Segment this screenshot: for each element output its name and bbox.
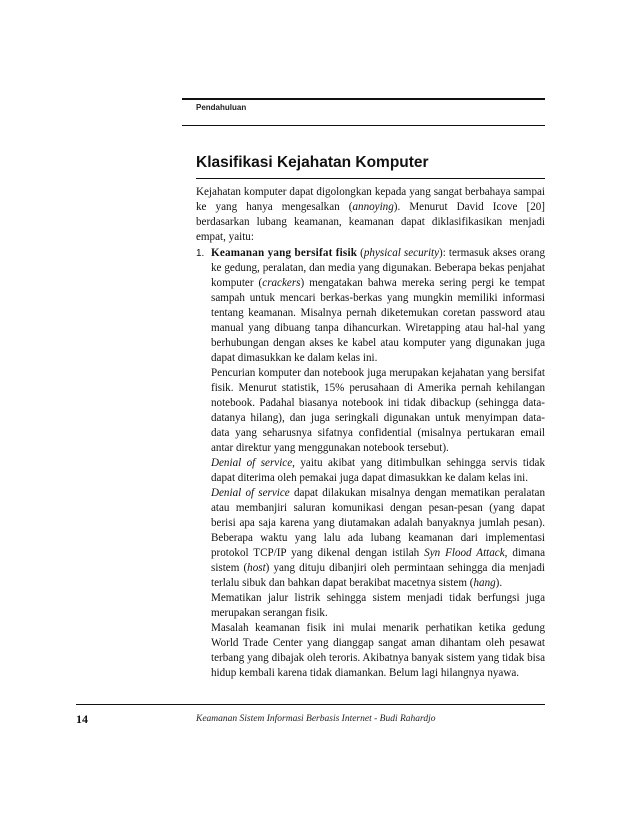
item-paragraph-wtc [211, 621, 545, 681]
italic-term: crackers [262, 277, 301, 289]
text-run: dapat dilakukan misalnya dengan mematikan peralatan atau membanjiri saluran komunikasi dengan pesan-pesan (yang dapat berisi apa saja karena yang diutamakan adalah banyaknya jumlah pesan). Beberapa waktu yang lalu ada lubang keamanan dari implementasi protokol TCP/IP yang dikenal dengan istilah [211, 487, 545, 559]
text-run: ( [357, 247, 364, 259]
italic-term: annoying [352, 201, 394, 213]
text-run: ) mengatakan bahwa mereka sering pergi ke tempat sampah untuk mencari berkas-berkas yang mungkin memiliki informasi tentang keamanan. Misalnya pernah diketemukan coretan password atau manual yang dibuang tanpa dihancurkan. Wiretapping atau hal-hal yang berhubungan dengan akses ke kabel atau komputer yang digunakan juga dapat dimasukkan ke dalam kelas ini. [211, 277, 545, 364]
footer-rule [76, 704, 545, 705]
page-number: 14 [76, 712, 88, 726]
italic-term: hang [473, 577, 496, 589]
text-run: ). Menurut David Icove [20] berdasarkan lubang keamanan, keamanan dapat diklasifikasikan menjadi empat, yaitu: [196, 201, 545, 243]
text-run: Mematikan jalur listrik sehingga sistem menjadi tidak berfungsi juga merupakan serangan fisik. [211, 592, 545, 619]
italic-term: host [247, 562, 266, 574]
text-run: Kejahatan komputer dapat digolongkan kepada yang sangat berbahaya sampai ke yang hanya mengesalkan ( [196, 186, 545, 213]
italic-term: Denial of service [211, 487, 290, 499]
section-title: Klasifikasi Kejahatan Komputer [196, 154, 429, 171]
text-run: Masalah keamanan fisik ini mulai menarik perhatikan ketika gedung World Trade Center yang dianggap sangat aman dihantam oleh pesawat terbang yang dibajak oleh teroris. Akibatnya banyak sistem yang tidak bisa hidup kembali karena tidak diamankan. Belum lagi hilangnya nyawa. [211, 622, 545, 679]
italic-term: Syn Flood Attack [424, 547, 505, 559]
list-item-body [211, 246, 545, 681]
item-paragraph-denial-of-service [211, 456, 545, 486]
item-paragraph-dos-methods [211, 486, 545, 591]
intro-paragraph [196, 185, 545, 245]
item-paragraph-physical-security [211, 246, 545, 366]
text-run: ). [495, 577, 503, 589]
text-run: ): termasuk akses orang ke gedung, peralatan, dan media yang digunakan. Beberapa bekas penjahat komputer ( [211, 247, 545, 289]
top-rule [182, 98, 545, 100]
item-paragraph-power [211, 591, 545, 621]
text-run: , yaitu akibat yang ditimbulkan sehingga servis tidak dapat diterima oleh pemakai juga dapat dimasukkan ke dalam kelas ini. [211, 457, 545, 484]
running-head: Pendahuluan [196, 103, 247, 112]
header-rule [182, 125, 545, 126]
item-paragraph-theft [211, 366, 545, 456]
italic-term: physical security [363, 247, 440, 259]
text-run: Pencurian komputer dan notebook juga merupakan kejahatan yang bersifat fisik. Menurut statistik, 15% perusahaan di Amerika pernah kehilangan notebook. Padahal biasanya notebook ini tidak dibackup (sehingga data-datanya hilang), dan juga seringkali digunakan untuk menyimpan data-data yang seharusnya sifatnya confidential (misalnya pertukaran email antar direktur yang menggunakan notebook tersebut). [211, 367, 545, 454]
italic-term: Denial of service [211, 457, 293, 469]
list-item-number: 1. [196, 248, 205, 259]
bold-term: Keamanan yang bersifat fisik [211, 247, 358, 259]
title-rule [196, 178, 545, 179]
text-run: ) yang dituju dibanjiri oleh permintaan sehingga dia menjadi terlalu sibuk dan bahkan dapat berakibat macetnya sistem ( [211, 562, 545, 589]
footer-book-title: Keamanan Sistem Informasi Berbasis Internet - Budi Rahardjo [196, 714, 436, 724]
text-run: , dimana sistem ( [211, 547, 546, 574]
